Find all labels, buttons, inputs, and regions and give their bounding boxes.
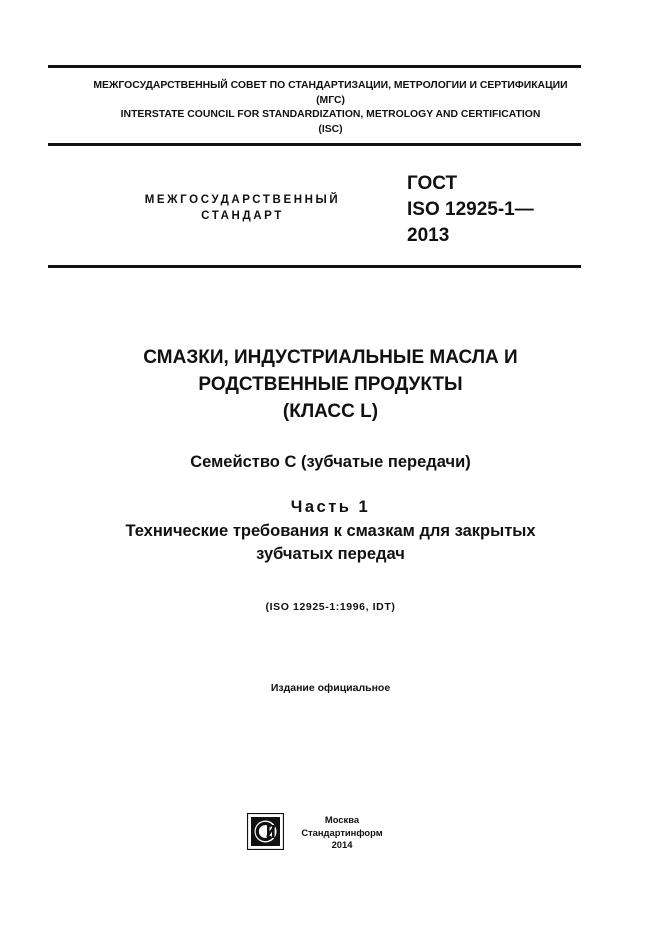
- designation-line3: 2013: [407, 225, 450, 246]
- document-title: [40, 344, 621, 425]
- family-subtitle: Семейство С (зубчатые передачи): [190, 453, 471, 471]
- header-rule: [48, 143, 581, 146]
- standard-kind-line2: СТАНДАРТ: [201, 210, 284, 222]
- standard-designation: [407, 171, 534, 249]
- imprint: [300, 814, 384, 852]
- part-title-line2: зубчатых передач: [256, 545, 405, 563]
- council-en-name: INTERSTATE COUNCIL FOR STANDARDIZATION, METROLOGY AND CERTIFICATION: [120, 109, 541, 120]
- part-title-line1: Технические требования к смазкам для закрытых: [125, 522, 536, 540]
- designation-line2: ISO 12925-1—: [407, 199, 534, 220]
- standard-kind: [120, 192, 365, 224]
- part-title: [40, 520, 621, 566]
- edition-note: Издание официальное: [270, 682, 391, 694]
- imprint-city: Москва: [324, 814, 360, 825]
- title-line3: (КЛАСС L): [282, 401, 379, 422]
- imprint-publisher: Стандартинформ: [301, 826, 383, 838]
- designation-line1: ГОСТ: [407, 173, 458, 194]
- publisher-logo-icon: [247, 813, 284, 850]
- title-line2: РОДСТВЕННЫЕ ПРОДУКТЫ: [198, 374, 463, 395]
- top-rule: [48, 65, 581, 68]
- international-reference: (ISO 12925-1:1996, IDT): [265, 601, 396, 613]
- council-ru-name: МЕЖГОСУДАРСТВЕННЫЙ СОВЕТ ПО СТАНДАРТИЗАЦИИ, МЕТРОЛОГИИ И СЕРТИФИКАЦИИ: [93, 80, 568, 91]
- standard-kind-line1: МЕЖГОСУДАРСТВЕННЫЙ: [144, 194, 341, 206]
- council-header: [40, 79, 621, 137]
- council-en-abbr: (ISC): [318, 123, 343, 135]
- designation-rule: [48, 265, 581, 268]
- title-line1: СМАЗКИ, ИНДУСТРИАЛЬНЫЕ МАСЛА И: [143, 347, 518, 368]
- part-label: Часть 1: [290, 498, 371, 516]
- imprint-year: 2014: [331, 839, 353, 850]
- council-ru-abbr: (МГС): [316, 94, 345, 106]
